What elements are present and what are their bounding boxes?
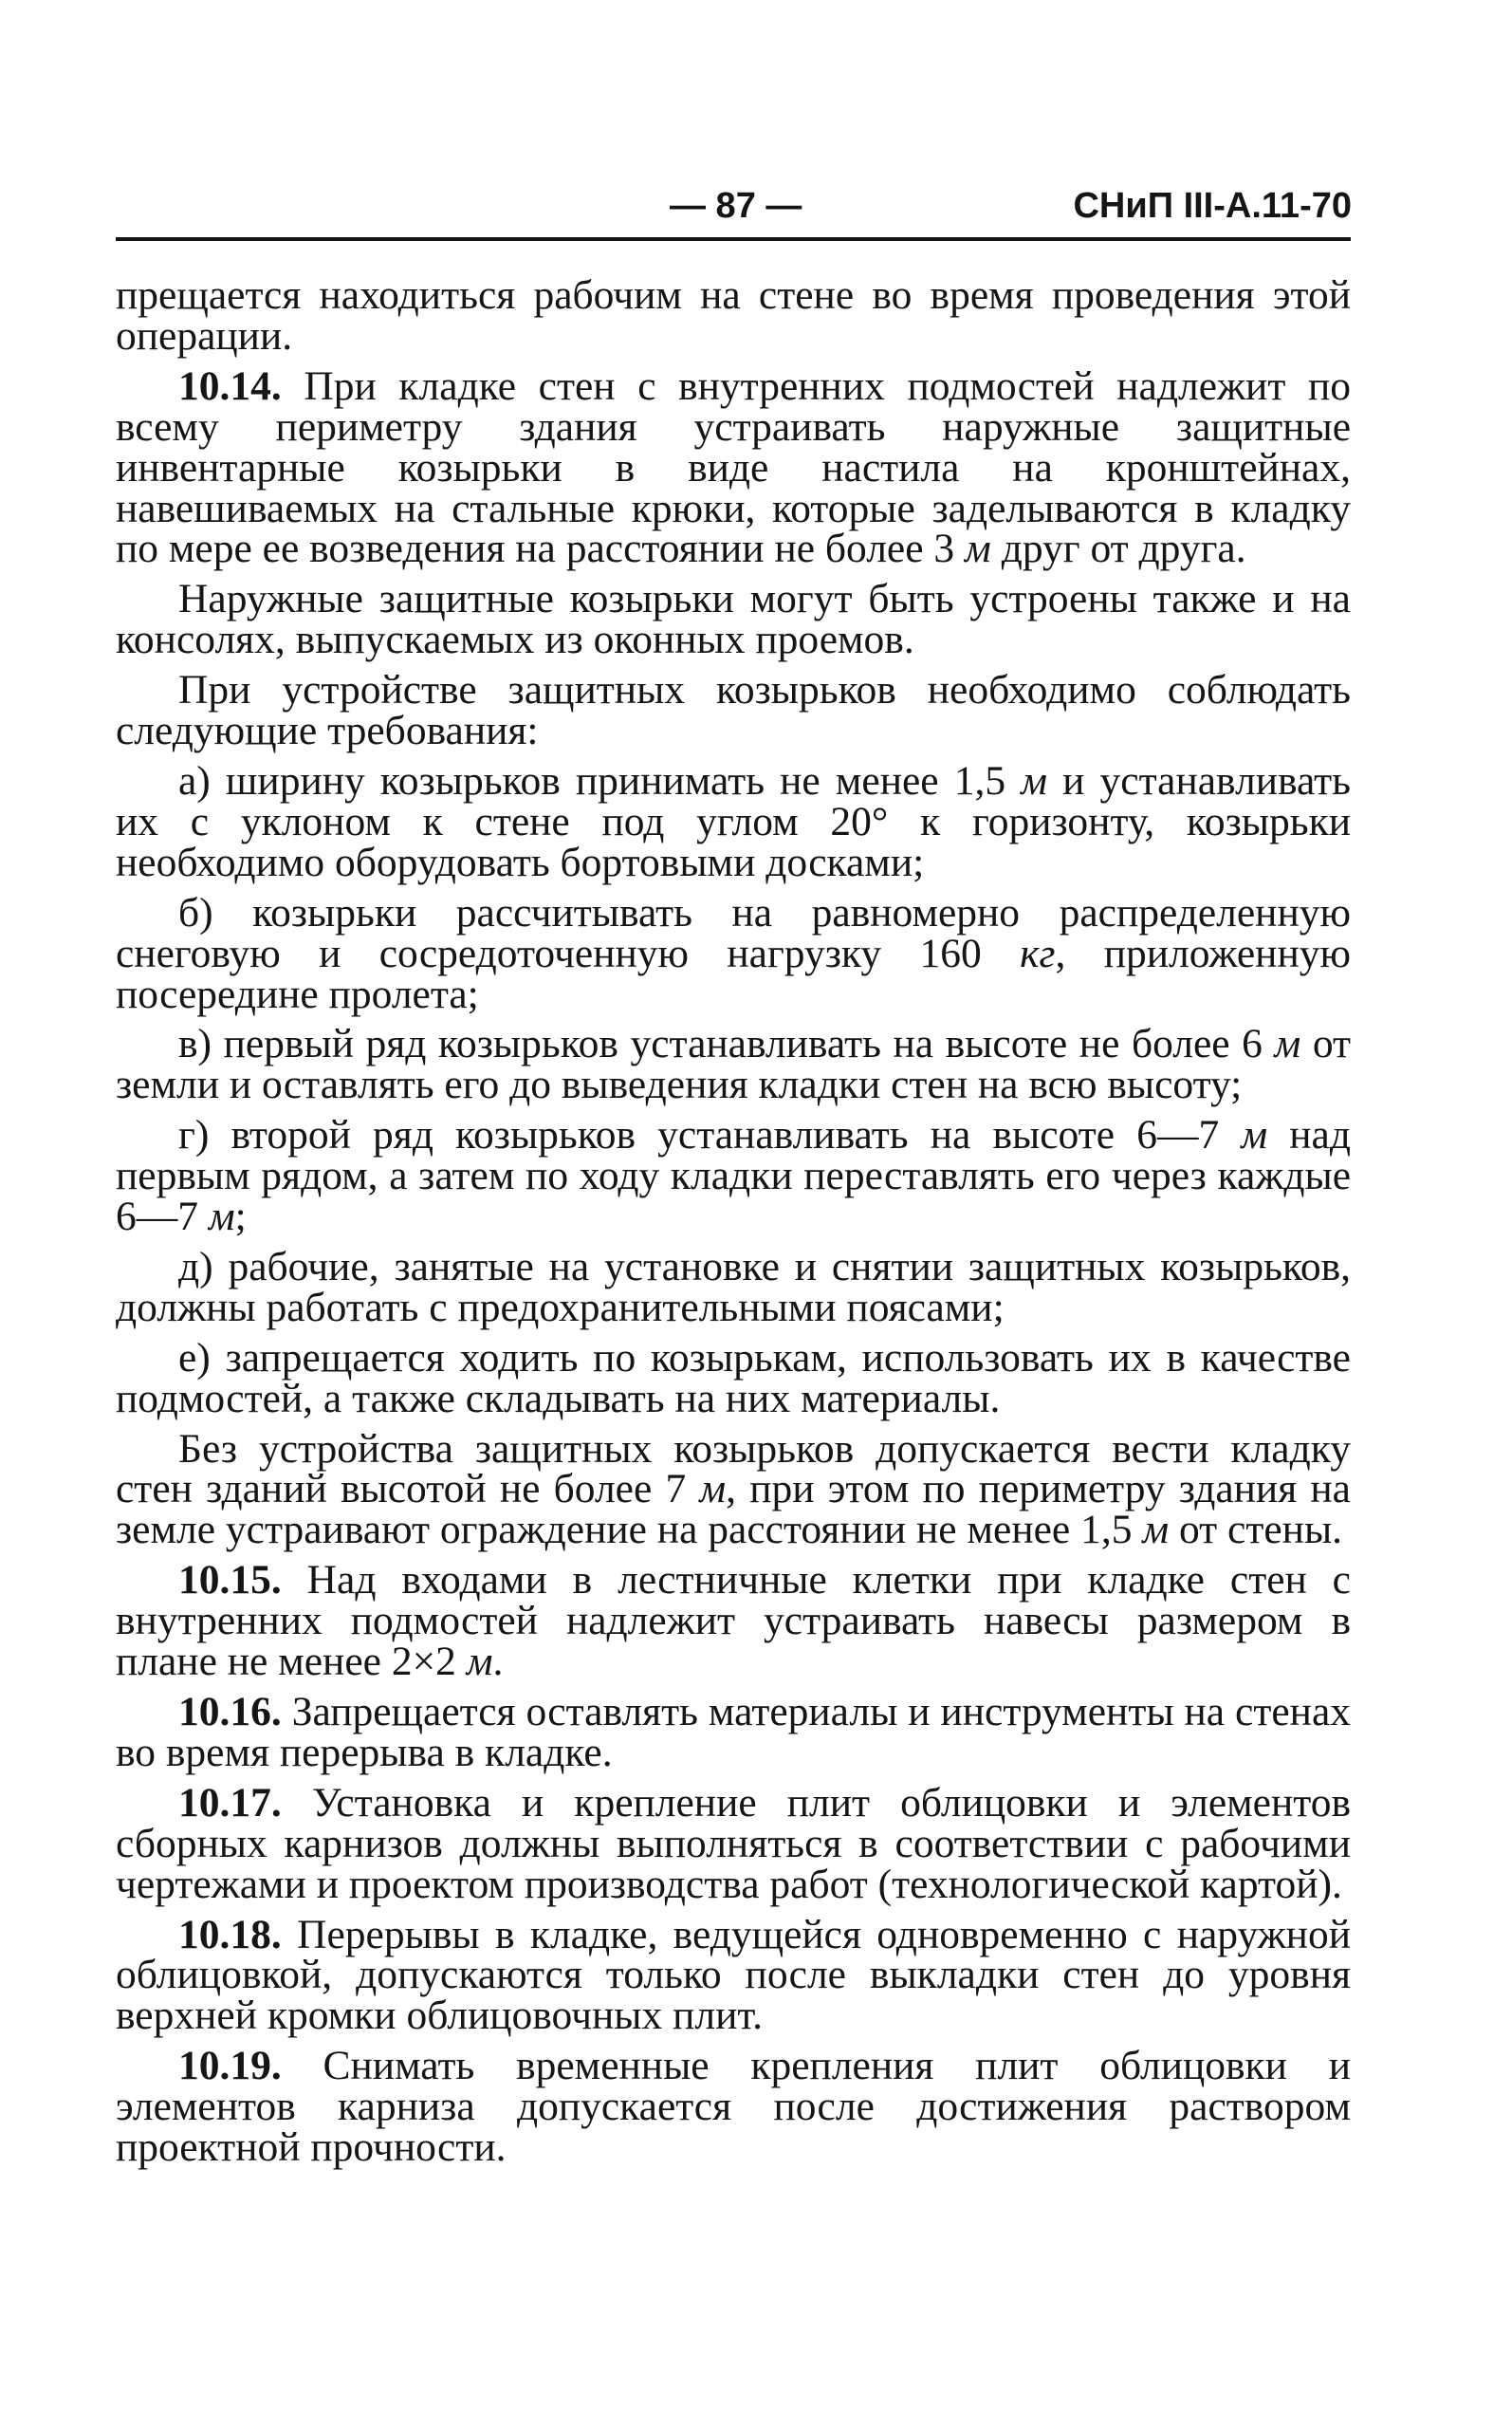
document-body (116, 272, 1352, 2171)
text-run: м (466, 1639, 493, 1685)
text-run: , приложенную посередине пролета; (116, 930, 1351, 1017)
text-run: Перерывы в кладке, ведущейся одновременно с наружной облицовкой, допускаются только после выкладки стен до уровня верхней кромки облицовочных плит. (116, 1911, 1351, 2039)
paragraph-3 (116, 576, 1351, 663)
list-item-e (116, 1334, 1351, 1421)
text-run: от земли и оставлять его до выведения кладки стен на всю высоту; (116, 1021, 1352, 1108)
text-run: Без устройства защитных козырьков допускается вести кладку стен зданий высотой не более 7 (116, 1425, 1351, 1512)
text-run: , при этом по периметру здания на земле устраивают ограждение на расстоянии не менее 1,5 (116, 1466, 1351, 1553)
text-run: м (1142, 1507, 1170, 1553)
list-item-v (116, 1021, 1352, 1108)
text-run: 10.18. (178, 1911, 282, 1957)
text-run: При устройстве защитных козырьков необходимо соблюдать следующие требования: (116, 667, 1351, 754)
text-run: м (1241, 1112, 1268, 1159)
text-run: в) первый ряд козырьков устанавливать на высоте не более 6 (178, 1021, 1275, 1067)
clause-10-18 (116, 1911, 1351, 2039)
header-rule (116, 237, 1351, 241)
text-run: м (208, 1194, 235, 1240)
paragraph-2 (116, 362, 1351, 572)
text-run: прещается находиться рабочим на стене во время проведения этой операции. (116, 272, 1351, 359)
list-item-a (116, 757, 1351, 885)
paragraph-no-canopies (116, 1425, 1351, 1553)
clause-10-19 (116, 2043, 1351, 2171)
text-run: . (492, 1639, 504, 1685)
text-run: 10.15. (178, 1557, 282, 1604)
text-run: над первым рядом, а затем по ходу кладки переставлять его через каждые 6—7 (116, 1112, 1351, 1240)
text-run: м (965, 526, 991, 572)
text-run: от стены. (1169, 1507, 1343, 1553)
clause-10-16 (116, 1689, 1351, 1775)
list-item-g (116, 1112, 1351, 1240)
document-code: СНиП III-А.11-70 (1073, 186, 1352, 226)
clause-10-17 (116, 1779, 1351, 1907)
text-run: Снимать временные крепления плит облицовки и элементов карниза допускается после достижения раствором проектной прочности. (116, 2043, 1351, 2171)
paragraph-1 (116, 272, 1351, 359)
page-number: — 87 — (670, 186, 802, 226)
text-run: Запрещается оставлять материалы и инструменты на стенах во время перерыва в кладке. (116, 1689, 1351, 1775)
text-run: м (699, 1466, 727, 1512)
paragraph-4 (116, 667, 1351, 754)
text-run: д) рабочие, занятые на установке и снятии защитных козырьков, должны работать с предохранительными поясами; (116, 1243, 1351, 1330)
page-header (114, 186, 1352, 243)
text-run: 10.17. (178, 1779, 282, 1826)
text-run: г) второй ряд козырьков устанавливать на высоте 6—7 (178, 1112, 1242, 1159)
text-run: Над входами в лестничные клетки при кладке стен с внутренних подмостей надлежит устраивать навесы размером в плане не менее 2×2 (116, 1557, 1351, 1685)
text-run: Установка и крепление плит облицовки и элементов сборных карнизов должны выполняться в соответствии с рабочими чертежами и проектом производства работ (технологической картой). (116, 1779, 1351, 1907)
text-run: 10.19. (178, 2043, 282, 2089)
list-item-b (116, 889, 1351, 1017)
text-run: кг (1020, 930, 1056, 976)
text-run: е) запрещается ходить по козырькам, использовать их в качестве подмостей, а также складывать на них материалы. (116, 1334, 1351, 1421)
text-run: и устанавливать их с уклоном к стене под углом 20° к горизонту, козырьки необходимо оборудовать бортовыми досками; (116, 757, 1351, 885)
text-run: ; (234, 1194, 247, 1240)
text-run: Наружные защитные козырьки могут быть устроены также и на консолях, выпускаемых из оконных проемов. (116, 576, 1351, 663)
text-run: б) козырьки рассчитывать на равномерно распределенную снеговую и сосредоточенную нагрузку 160 (116, 889, 1351, 976)
list-item-d (116, 1243, 1351, 1330)
text-run: При кладке стен с внутренних подмостей надлежит по всему периметру здания устраивать наружные защитные инвентарные козырьки в виде настила на кронштейнах, навешиваемых на стальные крюки, которые заделываются в кладку по мере ее возведения на расстоянии не более 3 (116, 362, 1351, 572)
text-run: а) ширину козырьков принимать не менее 1,5 (178, 757, 1022, 804)
text-run: друг от друга. (990, 526, 1246, 572)
clause-10-15 (116, 1557, 1351, 1685)
text-run: 10.14. (178, 362, 282, 409)
text-run: 10.16. (178, 1689, 282, 1734)
text-run: м (1021, 757, 1047, 804)
text-run: м (1274, 1021, 1301, 1067)
